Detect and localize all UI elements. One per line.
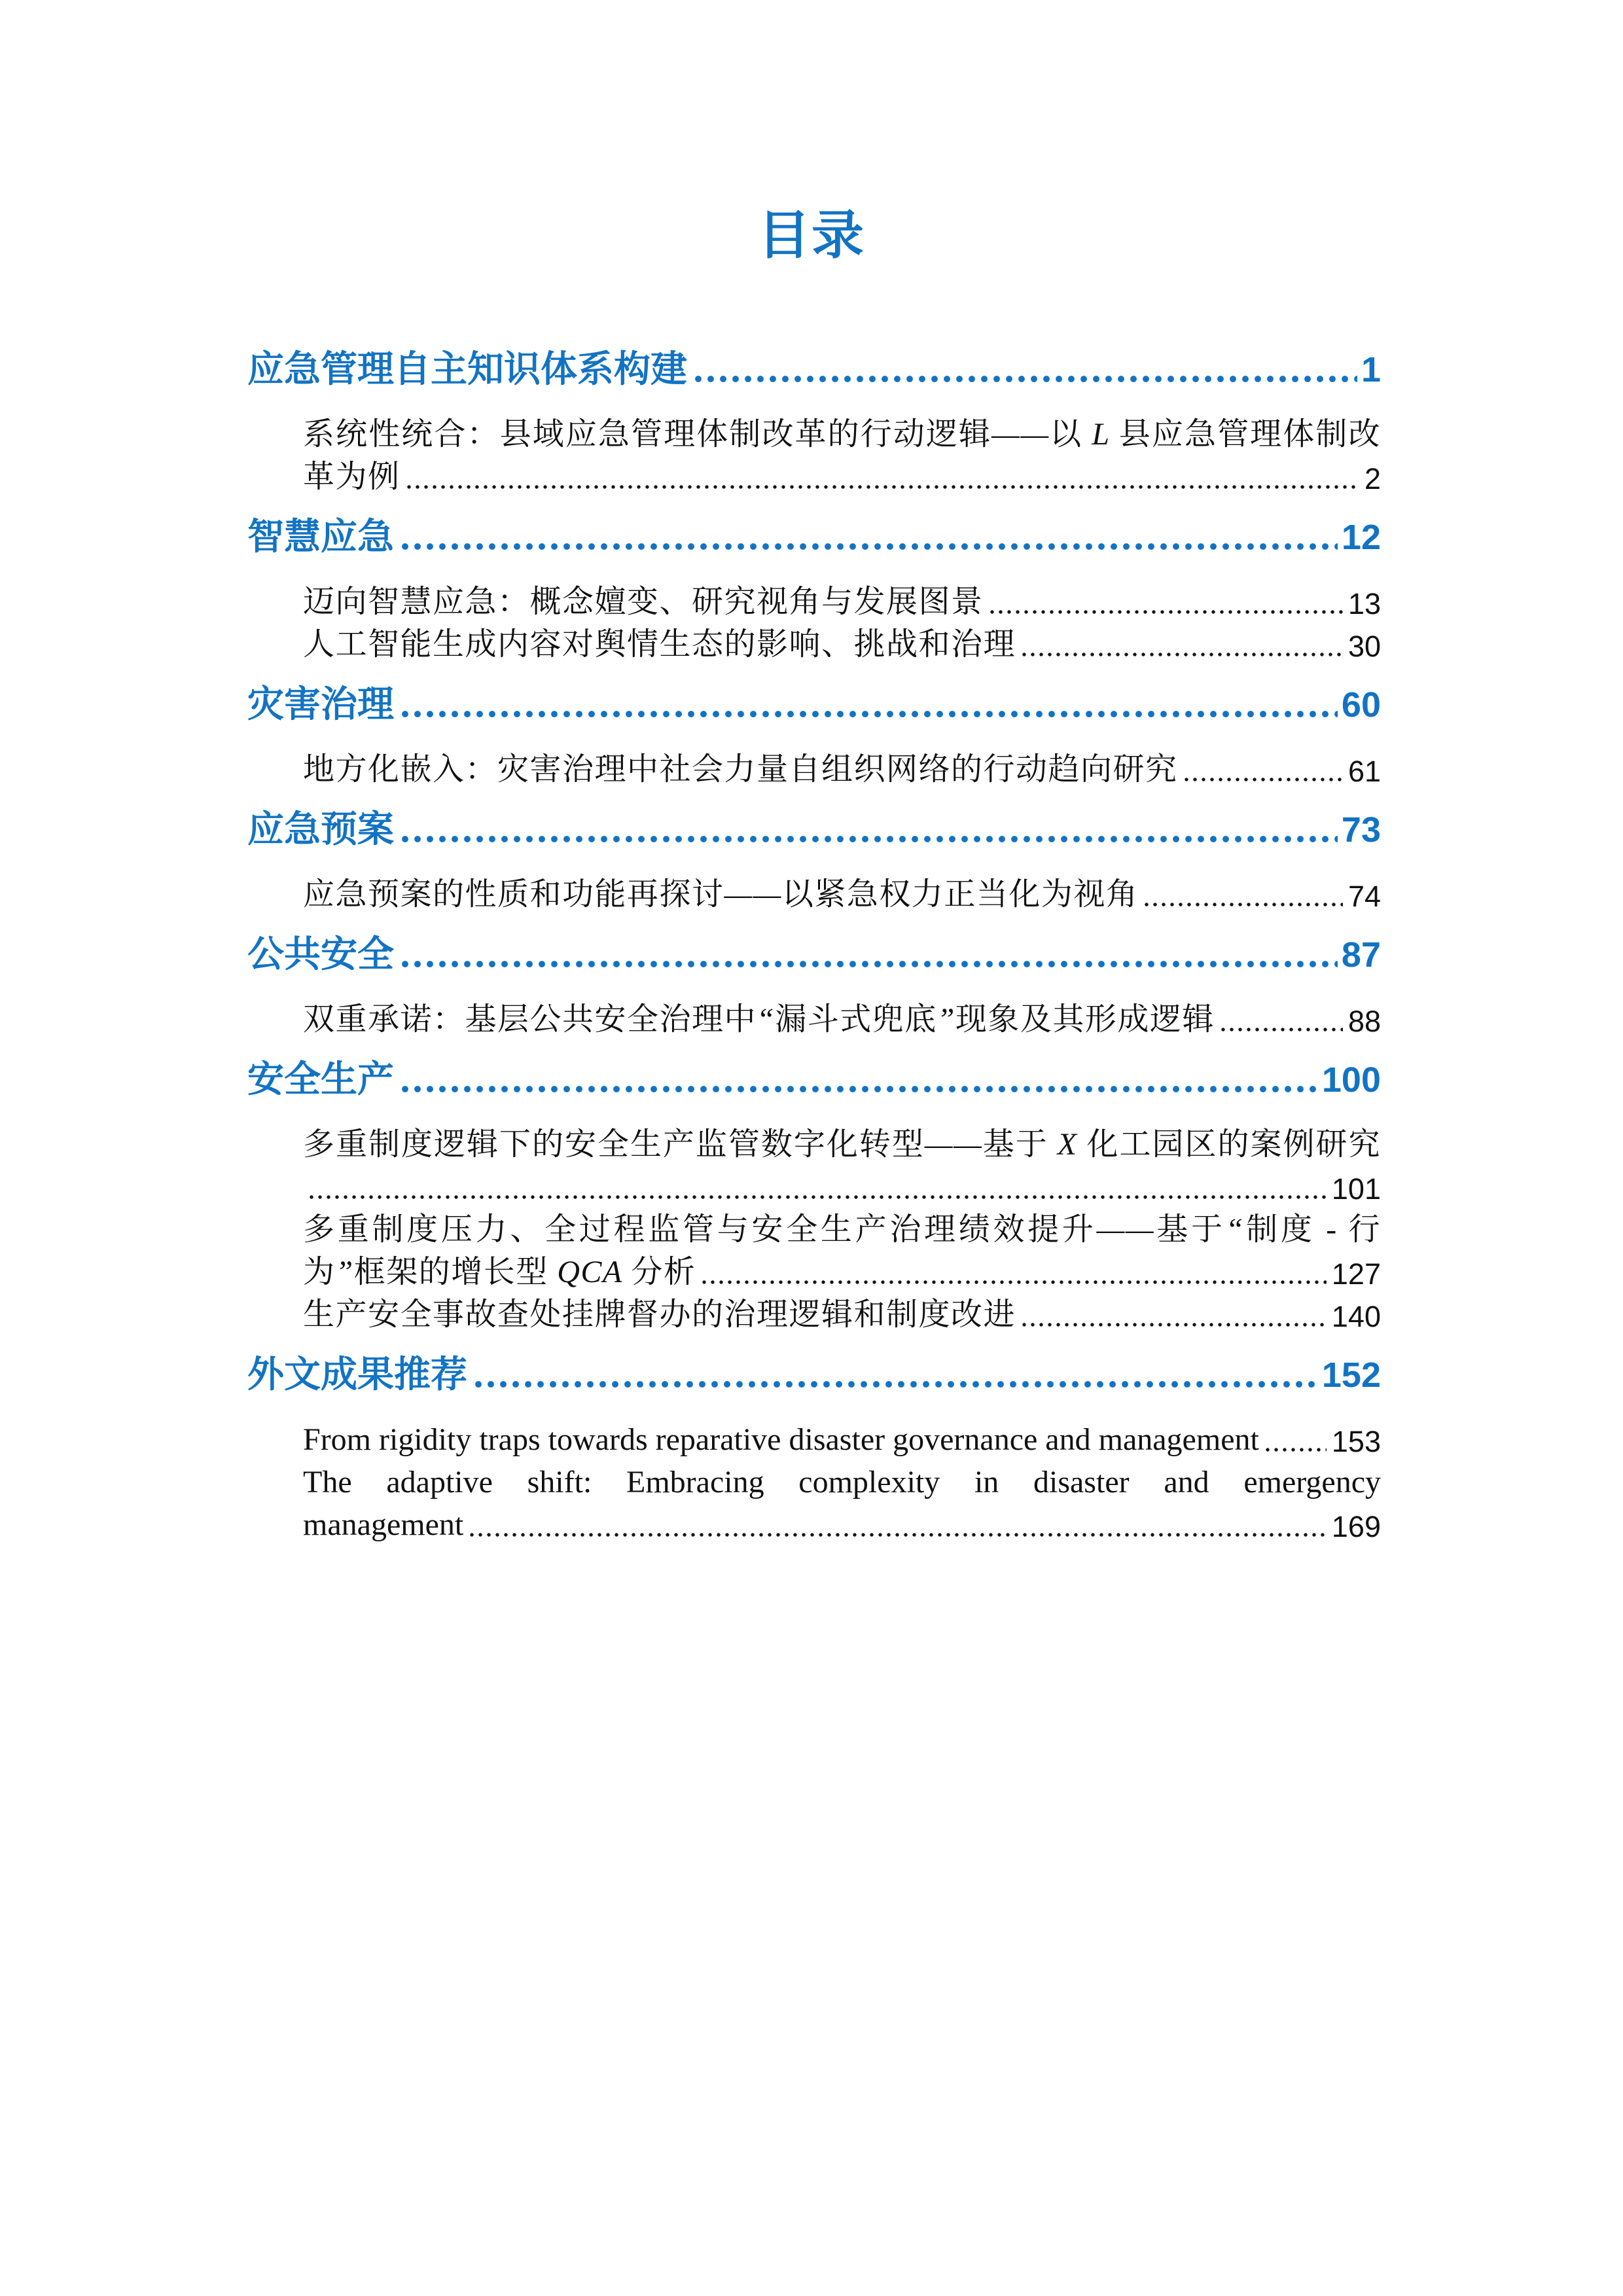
item-title: 双重承诺：基层公共安全治理中“漏斗式兜底”现象及其形成逻辑 [303,1002,1215,1037]
dot-leader [401,834,1338,844]
dot-leader [989,609,1343,615]
toc-item-line [303,1503,1381,1546]
toc-item-line [303,623,1381,666]
toc-item-line: The adaptive shift: Embracing complexity in disaster and emergency [303,1465,1381,1499]
toc-section-heading[interactable] [247,1354,1381,1395]
toc [247,349,1381,1546]
toc-item[interactable] [303,748,1381,791]
item-page-number: 13 [1347,587,1381,620]
toc-item[interactable] [303,1123,1381,1208]
toc-section [247,1059,1381,1336]
item-page-number: 127 [1331,1257,1381,1291]
dot-leader [401,1084,1318,1094]
dot-leader [1183,776,1343,783]
item-title: 人工智能生成内容对舆情生态的影响、挑战和治理 [303,627,1016,662]
item-page-number: 2 [1364,462,1381,495]
item-page-number: 30 [1347,630,1381,663]
toc-section-heading[interactable] [247,934,1381,975]
toc-item-line [303,1293,1381,1336]
item-page-number: 153 [1331,1425,1381,1458]
item-page-number: 169 [1331,1510,1381,1543]
dot-leader [401,959,1338,969]
dot-leader [474,1379,1318,1390]
item-page-number: 74 [1347,880,1381,913]
item-page-number: 88 [1347,1005,1381,1038]
section-page-number: 73 [1341,810,1381,850]
item-title: 为”框架的增长型 QCA 分析 [303,1255,696,1289]
section-title: 外文成果推荐 [247,1354,467,1395]
toc-item-line [303,1418,1381,1461]
toc-item[interactable] [303,873,1381,916]
section-page-number: 60 [1341,685,1381,725]
dot-leader [401,709,1338,719]
toc-item[interactable] [303,1418,1381,1461]
item-title: 迈向智慧应急：概念嬗变、研究视角与发展图景 [303,584,984,619]
item-page-number: 140 [1331,1300,1381,1333]
item-page-number: 61 [1347,755,1381,788]
section-page-number: 12 [1341,518,1381,557]
toc-item[interactable] [303,1208,1381,1293]
dot-leader [401,541,1338,552]
dot-leader [308,1194,1327,1200]
dot-leader [406,484,1359,490]
dot-leader [1220,1026,1343,1033]
toc-item-line [303,1166,1381,1208]
item-title: management [303,1507,464,1542]
dot-leader [1143,901,1343,908]
item-title: 革为例 [303,459,401,494]
section-title: 应急管理自主知识体系构建 [247,348,687,389]
section-page-number: 87 [1341,935,1381,975]
dot-leader [1264,1446,1327,1453]
section-title: 公共安全 [247,933,394,975]
dot-leader [1021,651,1343,658]
section-title: 安全生产 [247,1058,394,1100]
toc-section [247,1354,1381,1546]
toc-item[interactable] [303,1461,1381,1546]
item-title: 地方化嵌入：灾害治理中社会力量自组织网络的行动趋向研究 [303,752,1178,787]
toc-item[interactable] [303,1293,1381,1336]
toc-section-heading[interactable] [247,809,1381,850]
toc-section [247,516,1381,666]
section-page-number: 100 [1321,1060,1381,1100]
section-page-number: 152 [1321,1355,1381,1395]
toc-item[interactable] [303,413,1381,498]
toc-item[interactable] [303,998,1381,1041]
toc-item-line [303,581,1381,623]
toc-section-heading[interactable] [247,684,1381,725]
toc-item-line [303,873,1381,916]
toc-section [247,809,1381,916]
dot-leader [1021,1321,1327,1328]
page-title: 目录 [758,206,865,264]
toc-section [247,349,1381,498]
toc-item-line [303,998,1381,1041]
toc-item-line [303,456,1381,498]
item-page-number: 101 [1331,1172,1381,1206]
toc-item-line: 多重制度逻辑下的安全生产监管数字化转型——基于 X 化工园区的案例研究 [303,1127,1381,1162]
item-title: 生产安全事故查处挂牌督办的治理逻辑和制度改进 [303,1297,1016,1332]
toc-item[interactable] [303,623,1381,666]
section-title: 智慧应急 [247,516,394,557]
section-title: 灾害治理 [247,683,394,725]
toc-section [247,684,1381,791]
section-page-number: 1 [1361,350,1381,389]
section-title: 应急预案 [247,808,394,850]
item-title: 应急预案的性质和功能再探讨——以紧急权力正当化为视角 [303,877,1139,912]
toc-item-line: 多重制度压力、全过程监管与安全生产治理绩效提升——基于“制度 - 行 [303,1212,1381,1247]
dot-leader [701,1279,1327,1285]
toc-section-heading[interactable] [247,516,1381,557]
dot-leader [469,1532,1327,1538]
toc-item[interactable] [303,581,1381,623]
toc-item-line [303,1251,1381,1293]
toc-section [247,934,1381,1041]
toc-section-heading[interactable] [247,349,1381,389]
toc-item-line: 系统性统合：县域应急管理体制改革的行动逻辑——以 L 县应急管理体制改 [303,417,1381,452]
toc-item-line [303,748,1381,791]
dot-leader [694,374,1357,384]
toc-section-heading[interactable] [247,1059,1381,1100]
item-title: From rigidity traps towards reparative disaster governance and management [303,1422,1259,1457]
